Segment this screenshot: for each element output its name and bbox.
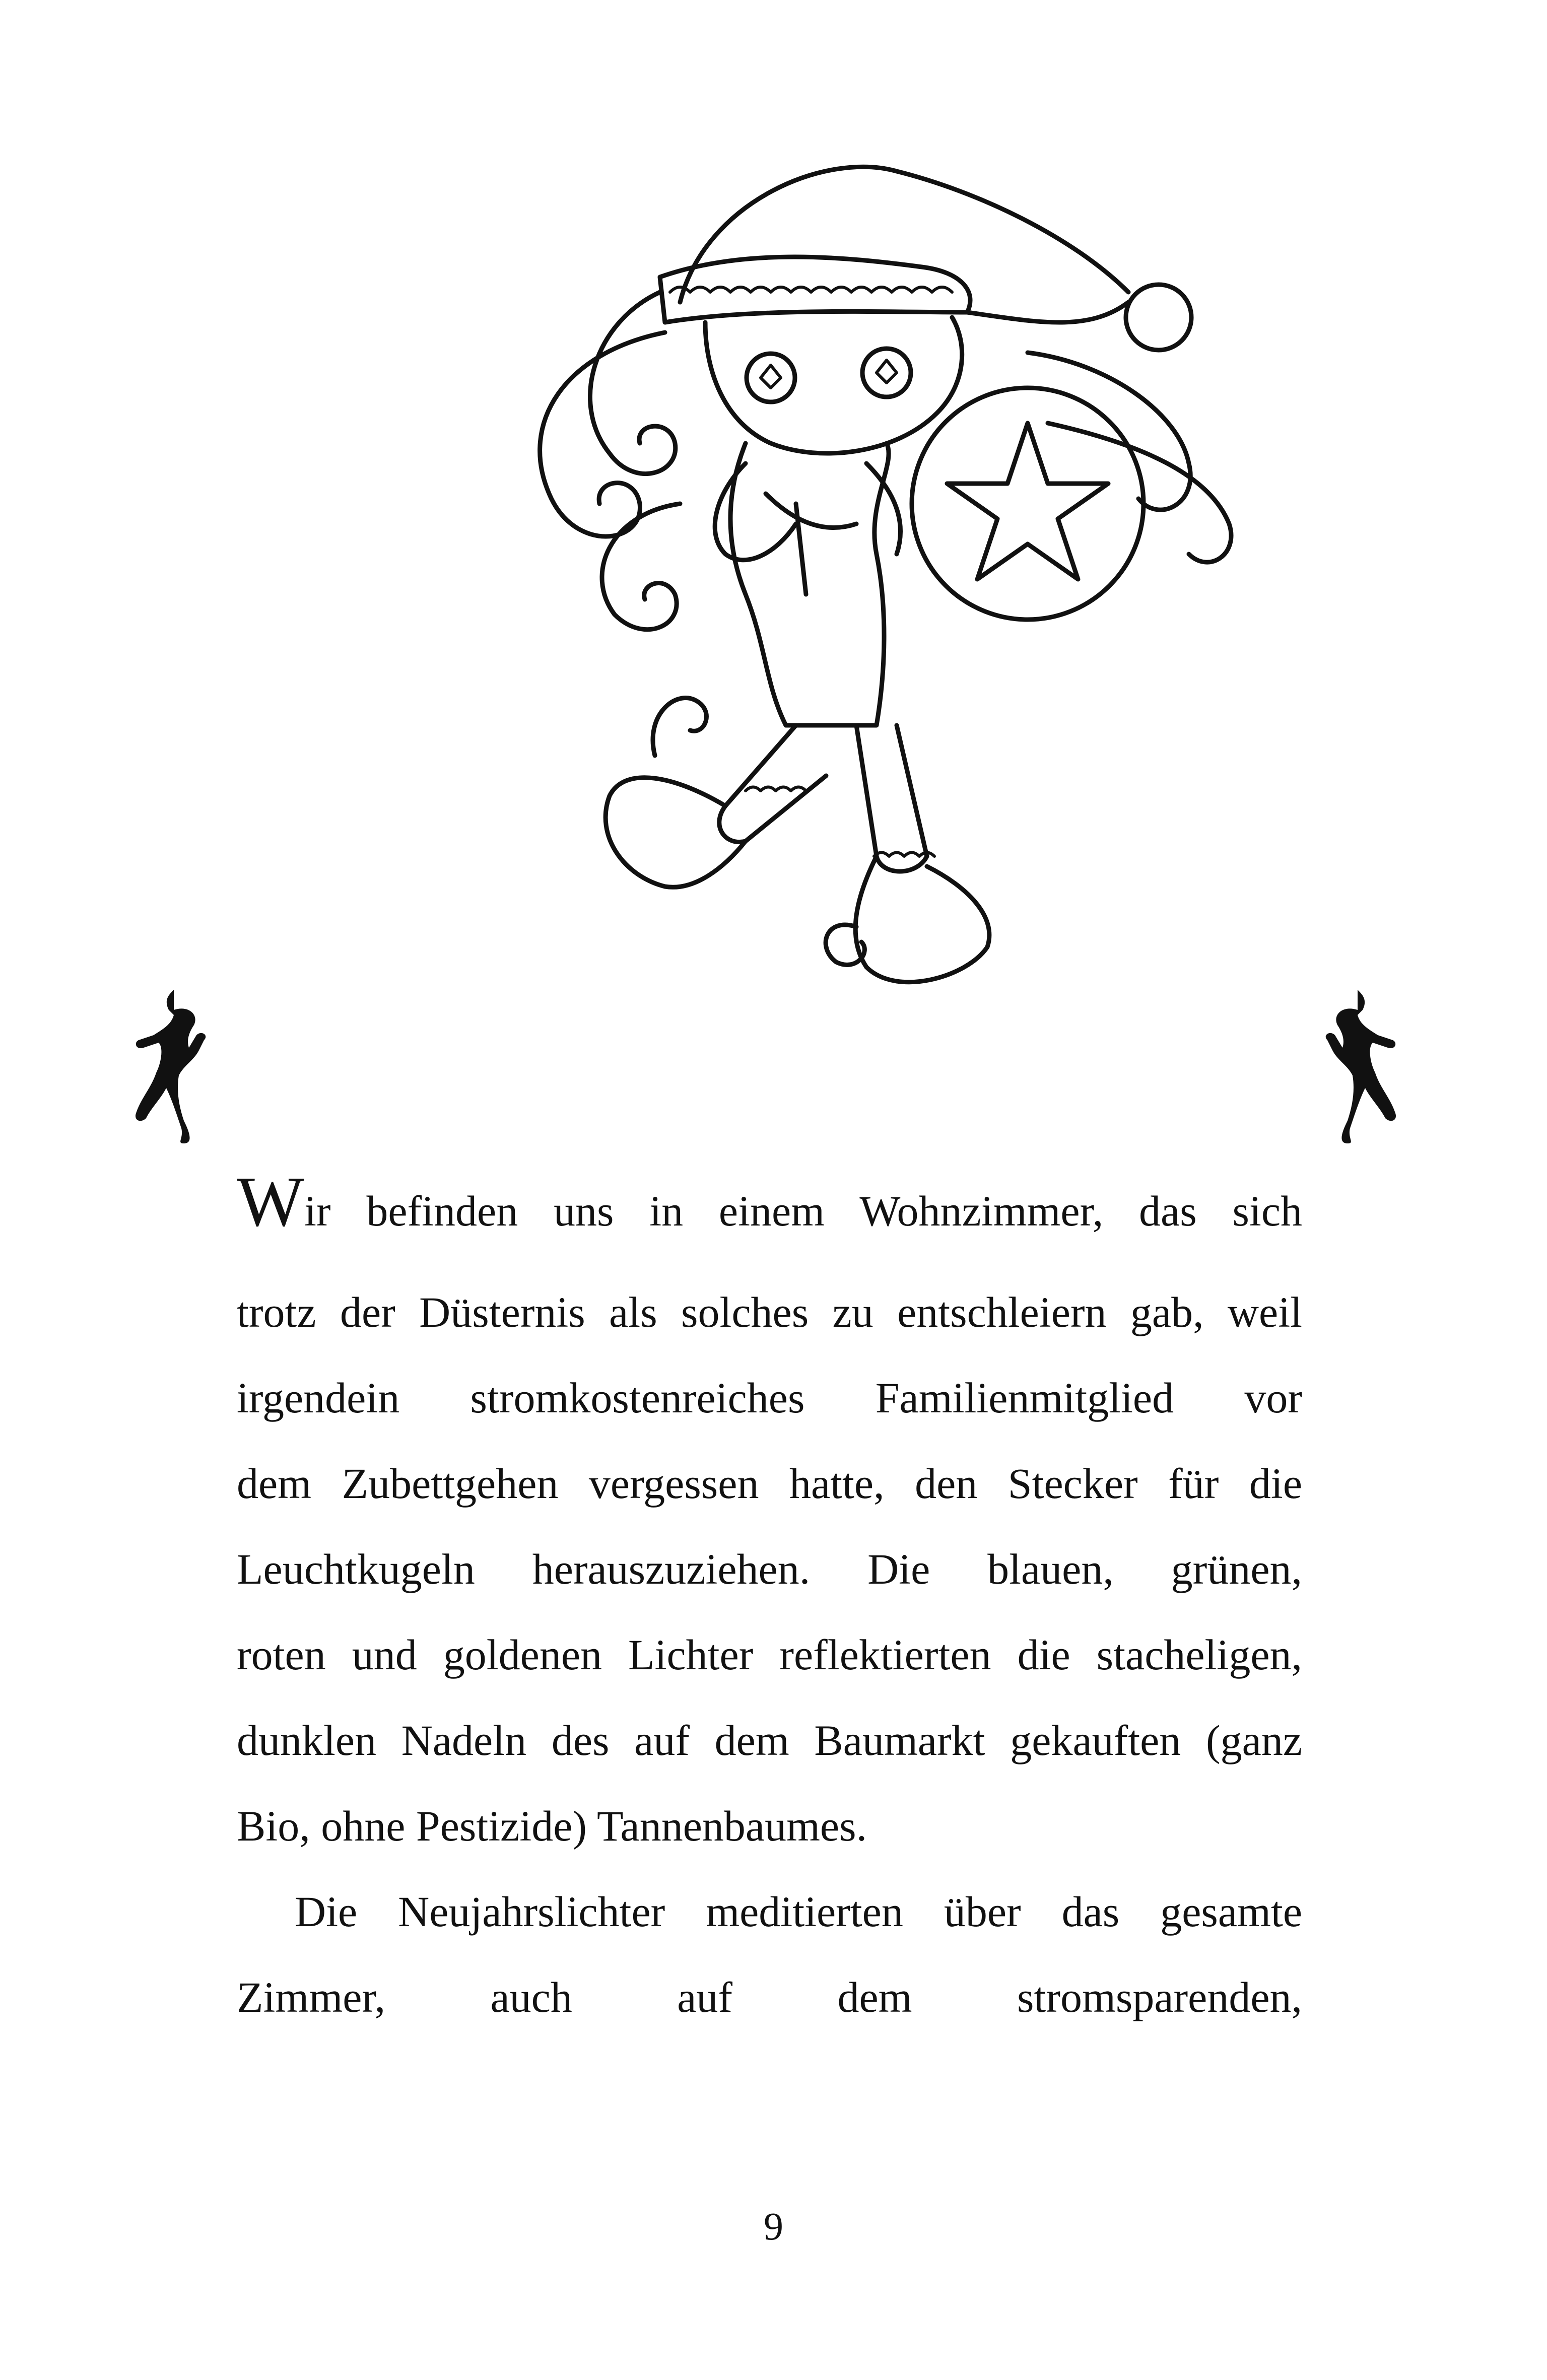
- page-number: 9: [764, 2204, 783, 2248]
- text-line: dunklen Nadeln des auf dem Baumarkt gekauften (ganz: [237, 1716, 1302, 1764]
- text-line: Wir befinden uns in einem Wohnzimmer, das sich: [237, 1162, 1302, 1241]
- text-line: Bio, ohne Pestizide) Tannenbaumes.: [237, 1802, 867, 1850]
- text-line: trotz der Düsternis als solches zu entschleiern gab, weil: [237, 1288, 1302, 1336]
- dancing-elf-icon: [1297, 980, 1418, 1161]
- text-line: Zimmer, auch auf dem stromsparenden,: [237, 1973, 1302, 2021]
- text-line: Leuchtkugeln herauszuziehen. Die blauen, grünen,: [237, 1545, 1302, 1593]
- text-line: dem Zubettgehen vergessen hatte, den Stecker für die: [237, 1459, 1302, 1508]
- santa-girl-drawing: [443, 141, 1300, 1098]
- text-line: roten und goldenen Lichter reflektierten die stacheligen,: [237, 1630, 1302, 1679]
- dancing-elf-icon: [113, 980, 234, 1161]
- text-line: Die Neujahrslichter meditierten über das gesamte: [295, 1887, 1302, 1936]
- text-line: irgendein stromkostenreiches Familienmitglied vor: [237, 1374, 1302, 1422]
- drop-cap: W: [237, 1162, 305, 1241]
